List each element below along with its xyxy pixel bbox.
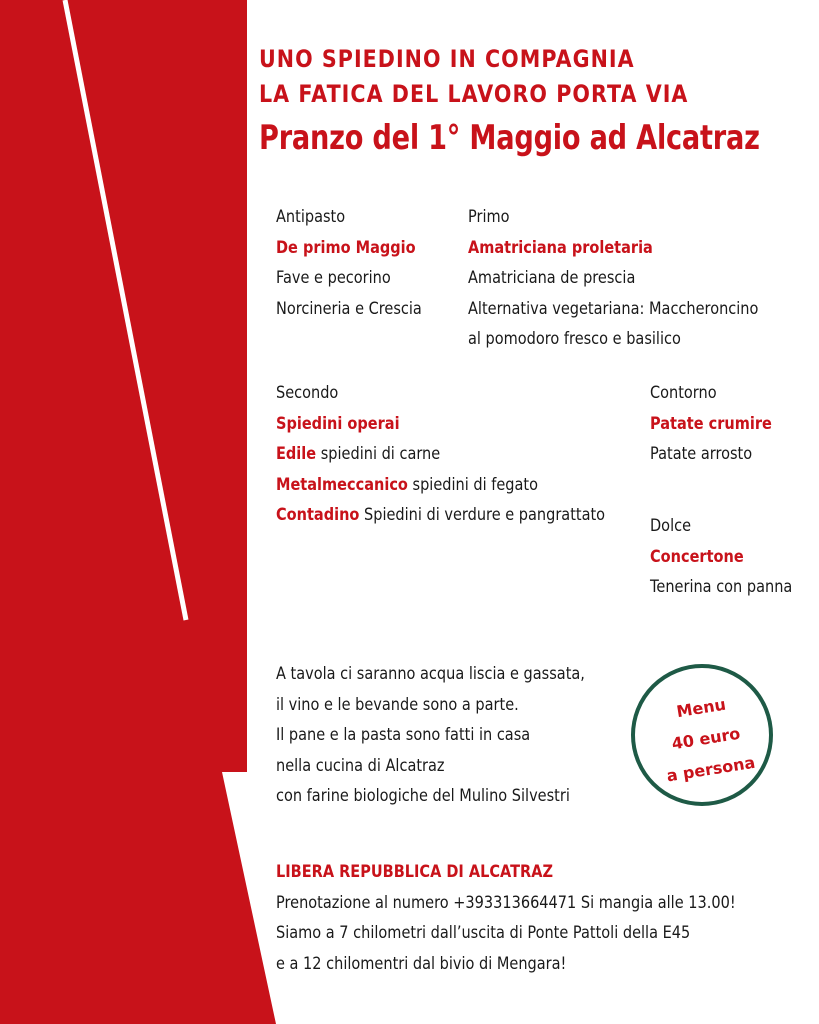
menu-antipasto	[276, 202, 442, 324]
dish-item: Fave e pecorino	[276, 268, 391, 287]
note-line: A tavola ci saranno acqua liscia e gassata,	[276, 664, 585, 683]
dish-item: Norcineria e Crescia	[276, 298, 422, 318]
badge-line: 40 euro	[670, 723, 742, 754]
page-title: Pranzo del 1° Maggio ad Alcatraz	[259, 118, 760, 158]
badge-line: a persona	[665, 752, 757, 786]
dish-item: Patate arrosto	[650, 444, 753, 463]
dish-item	[276, 470, 605, 501]
menu-contorno	[650, 378, 788, 470]
footer-title: LIBERA REPUBBLICA DI ALCATRAZ	[276, 862, 554, 881]
dish-item: Tenerina con panna	[650, 577, 793, 596]
note-line: nella cucina di Alcatraz	[276, 755, 445, 775]
dish-name: Spiedini operai	[276, 413, 400, 433]
dish-name: De primo Maggio	[276, 237, 416, 257]
red-panel	[0, 0, 276, 1024]
course-label: Dolce	[650, 516, 692, 535]
menu-primo	[468, 202, 798, 355]
footer-line: Prenotazione al numero +393313664471 Si mangia alle 13.00!	[276, 892, 736, 912]
menu-dolce	[650, 511, 812, 603]
dish-item	[276, 439, 605, 470]
kicker-line-2: LA FATICA DEL LAVORO PORTA VIA	[259, 80, 689, 108]
course-label: Antipasto	[276, 207, 346, 226]
dish-item: Alternativa vegetariana: Maccheroncino	[468, 298, 759, 318]
kicker-line-1: UNO SPIEDINO IN COMPAGNIA	[259, 45, 635, 73]
footer-line: Siamo a 7 chilometri dall’uscita di Ponte Pattoli della E45	[276, 923, 691, 942]
dish-name: Concertone	[650, 546, 744, 566]
dish-item: Amatriciana de prescia	[468, 268, 636, 287]
menu-secondo	[276, 378, 650, 531]
dish-item-name: Edile	[276, 444, 317, 463]
footer-line: e a 12 chilomentri dal bivio di Mengara!	[276, 953, 567, 973]
note-line: il vino e le bevande sono a parte.	[276, 694, 519, 714]
course-label: Primo	[468, 207, 510, 226]
footer-block	[276, 857, 798, 979]
badge-line: Menu	[675, 694, 728, 722]
dish-item-desc: Spiedini di verdure e pangrattato	[359, 505, 606, 524]
dish-item-name: Metalmeccanico	[276, 474, 408, 494]
notes-block	[276, 659, 627, 812]
dish-name: Patate crumire	[650, 413, 772, 433]
course-label: Secondo	[276, 383, 339, 402]
dish-item	[276, 500, 605, 531]
dish-item-name: Contadino	[276, 505, 360, 524]
note-line: con farine biologiche del Mulino Silvestri	[276, 786, 570, 805]
course-label: Contorno	[650, 383, 717, 402]
price-badge	[631, 664, 773, 806]
note-line: Il pane e la pasta sono fatti in casa	[276, 725, 531, 744]
dish-name: Amatriciana proletaria	[468, 237, 653, 257]
dish-item-desc: spiedini di carne	[316, 444, 441, 463]
dish-item-desc: spiedini di fegato	[407, 474, 538, 494]
dish-item: al pomodoro fresco e basilico	[468, 329, 681, 348]
